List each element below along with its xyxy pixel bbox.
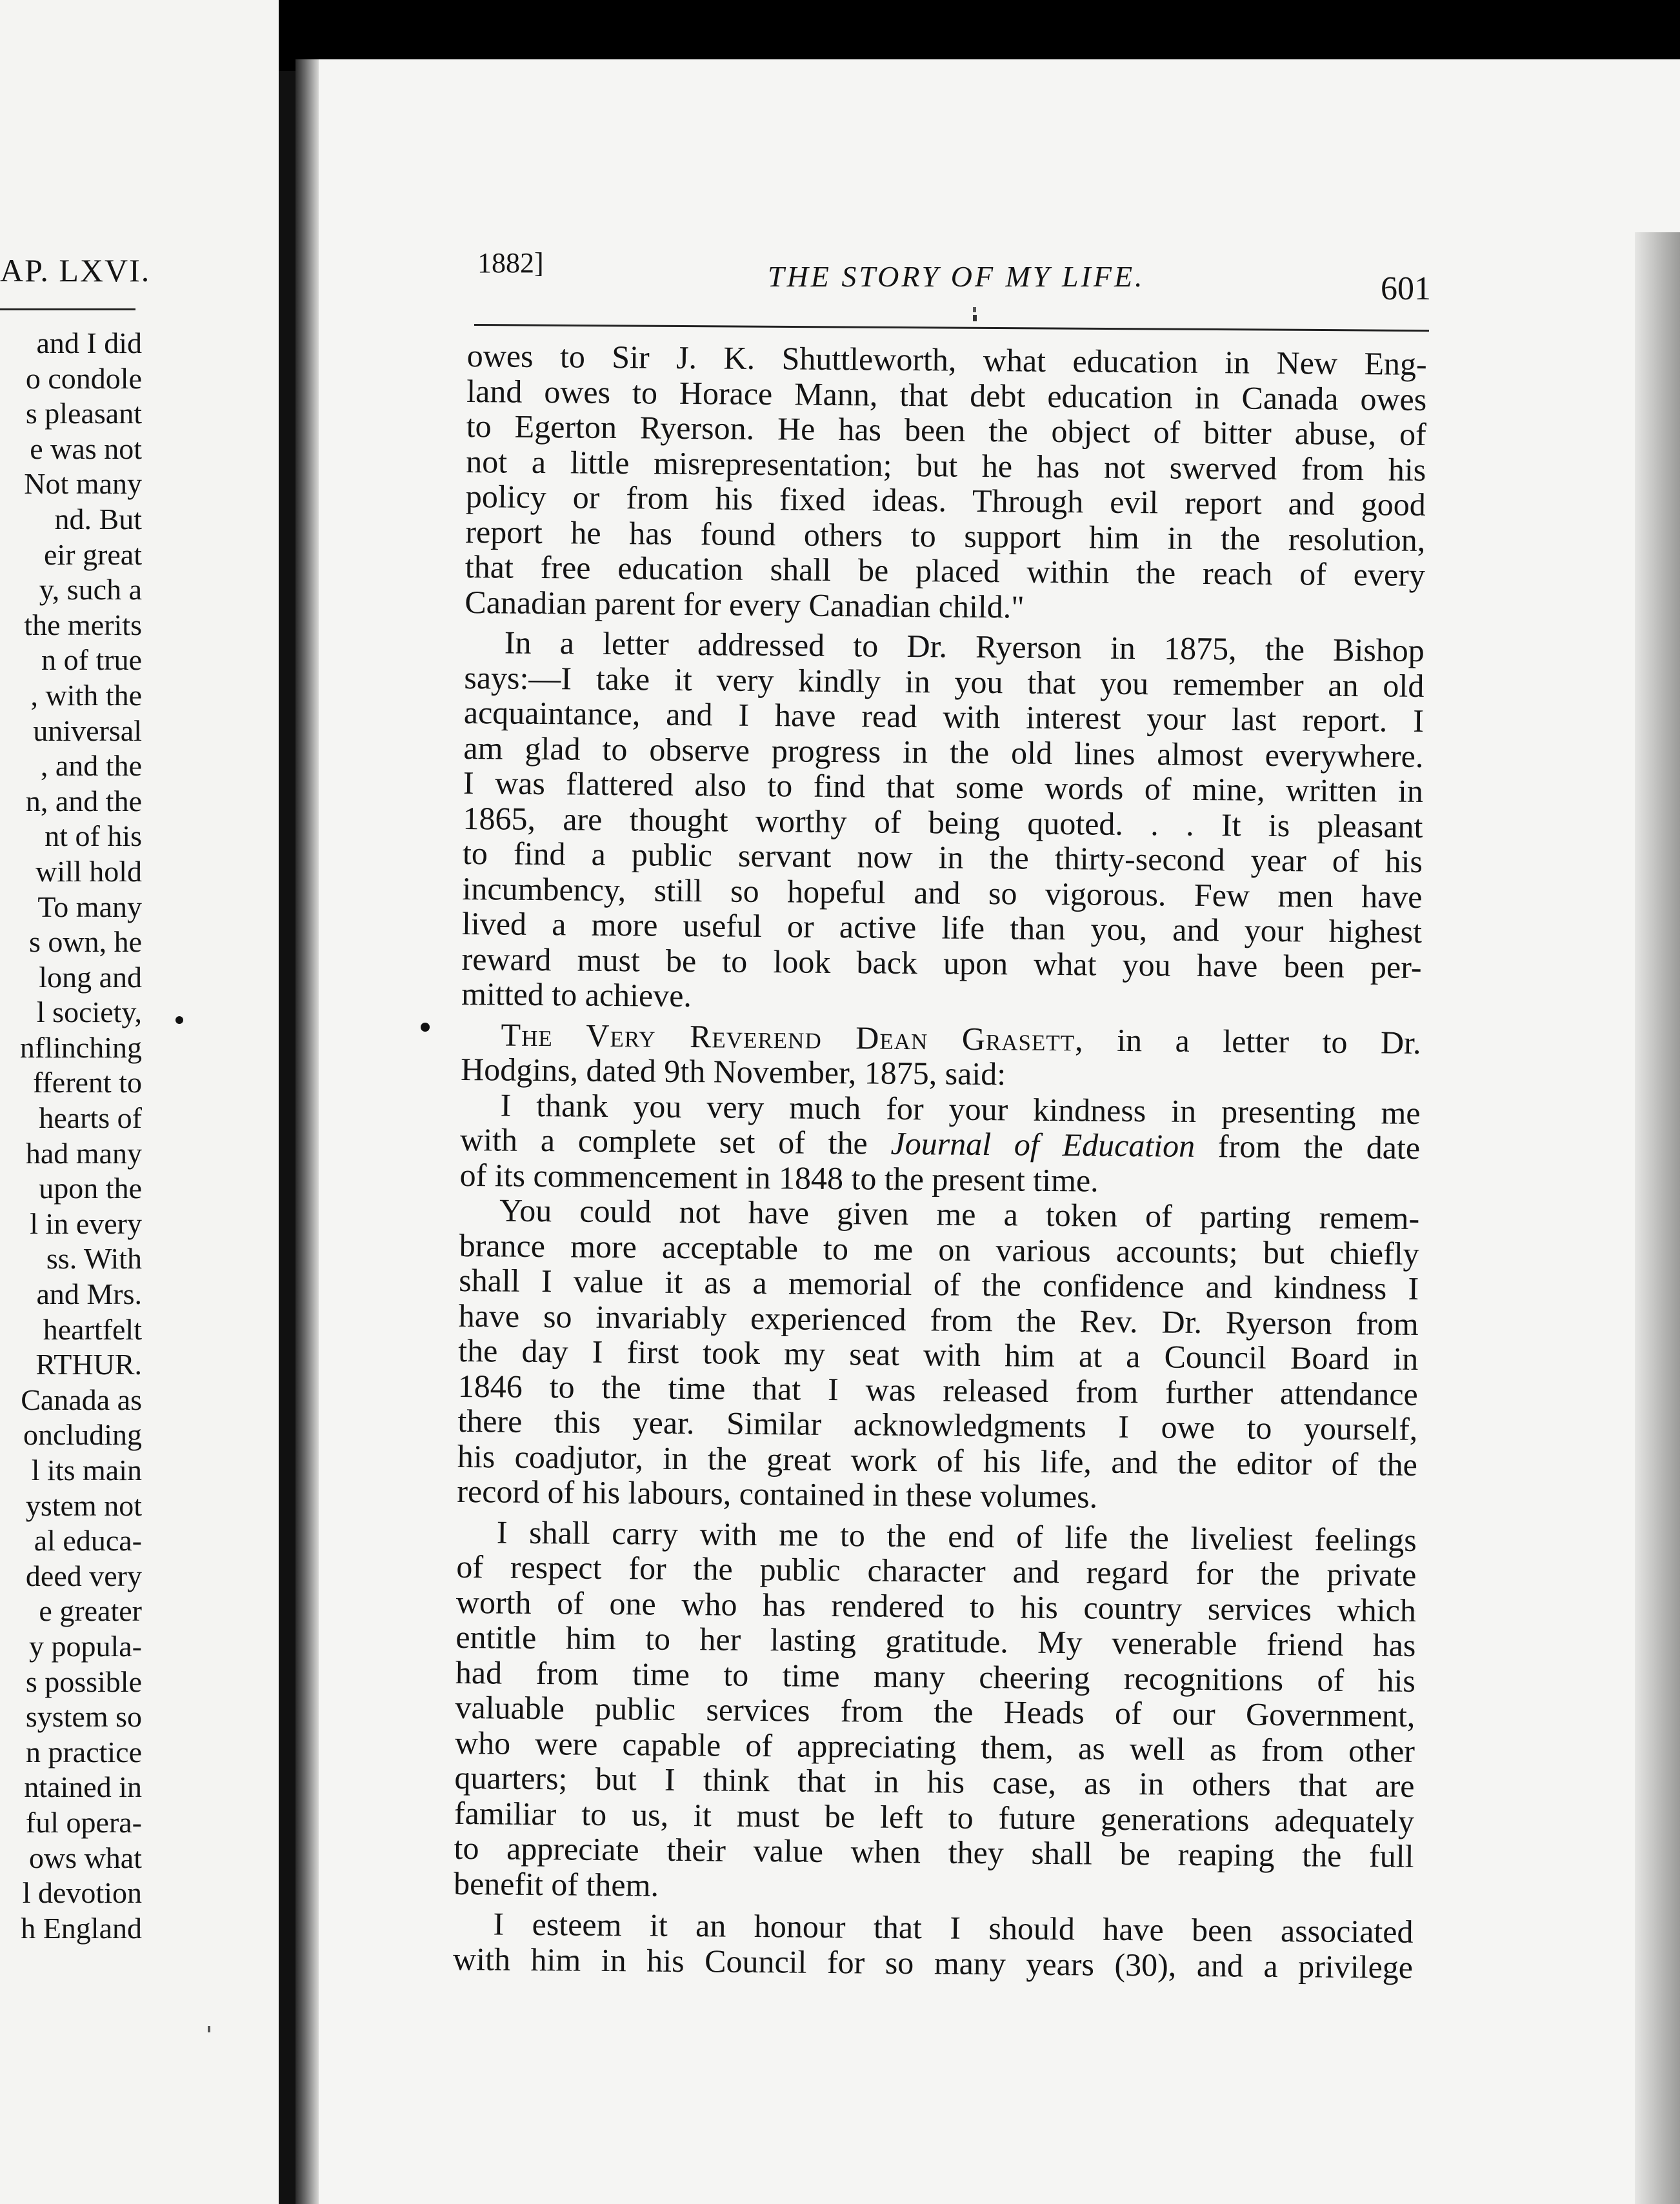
- paragraph-remembrance: [457, 1192, 1419, 1517]
- left-text-line: e was not: [30, 432, 142, 465]
- left-text-line: system so: [25, 1700, 142, 1734]
- paragraph-dean-grasett-intro: [461, 1016, 1421, 1095]
- text-line: have so invariably experienced from the Rev. Dr. Ryerson from: [458, 1297, 1419, 1342]
- left-page-text: [0, 326, 142, 1946]
- text-line: had from time to time many cheering recognitions of his: [455, 1654, 1416, 1699]
- text-line: worth of one who has rendered to his country services which: [455, 1583, 1417, 1628]
- journal-title: Journal of Education: [890, 1125, 1195, 1164]
- left-text-line: e greater: [39, 1594, 142, 1628]
- left-text-line: n, and the: [25, 784, 142, 817]
- text-line: shall I value it as a memorial of the confidence and kindness I: [459, 1261, 1419, 1307]
- left-text-line: ntained in: [24, 1770, 142, 1804]
- running-header-year: 1882]: [477, 247, 544, 279]
- text-line: report he has found others to support him in the resolution,: [465, 513, 1426, 558]
- text-line: Canadian parent for every Canadian child.": [465, 583, 1025, 625]
- left-text-line: hearts of: [39, 1101, 142, 1135]
- small-caps-name: The Very Reverend Dean Grasett,: [501, 1016, 1084, 1057]
- paragraph-bishop-letter: [461, 625, 1425, 1019]
- text-line: benefit of them.: [453, 1865, 659, 1903]
- text-line: quarters; but I think that in his case, as in others that are: [454, 1759, 1415, 1804]
- running-header-title: THE STORY OF MY LIFE.: [768, 260, 1145, 293]
- left-text-line: long and: [39, 960, 142, 994]
- left-text-line: nflinching: [19, 1030, 142, 1064]
- left-header-rule: [0, 308, 135, 310]
- left-text-line: To many: [37, 890, 142, 923]
- left-text-line: Canada as: [21, 1383, 142, 1416]
- text-line: says:—I take it very kindly in you that you remember an old: [464, 659, 1425, 704]
- left-text-line: will hold: [35, 854, 142, 888]
- text-line: You could not have given me a token of parting remem-: [499, 1192, 1420, 1236]
- left-text-line: l devotion: [22, 1876, 142, 1910]
- left-text-line: ows what: [28, 1841, 142, 1874]
- text-line: 1846 to the time that I was released from further attendance: [457, 1367, 1419, 1412]
- left-text-line: ss. With: [46, 1242, 142, 1276]
- left-text-line: y popula-: [28, 1629, 142, 1663]
- text-span: with a complete set of the: [459, 1121, 891, 1161]
- text-line: lived a more useful or active life than you, and your highest: [461, 905, 1423, 950]
- left-text-line: had many: [25, 1136, 142, 1170]
- print-speck: [973, 307, 976, 312]
- text-line: Hodgins, dated 9th November, 1875, said:: [460, 1050, 1006, 1092]
- left-text-line: l its main: [31, 1454, 142, 1487]
- left-text-line: nd. But: [54, 502, 142, 536]
- left-text-line: , with the: [30, 678, 142, 712]
- paragraph-thanks: [459, 1087, 1420, 1200]
- left-text-line: o condole: [25, 361, 142, 395]
- text-line: 1865, are thought worthy of being quoted. . . It is pleasant: [463, 799, 1423, 845]
- text-span: from the date: [1194, 1127, 1421, 1166]
- text-line: who were capable of appreciating them, as well as from other: [454, 1724, 1415, 1769]
- text-line: policy or from his fixed ideas. Through evil report and good: [465, 477, 1426, 523]
- text-line: of its commencement in 1848 to the present time.: [459, 1156, 1099, 1199]
- page-fold-shadow: [295, 59, 319, 2204]
- text-line: to find a public servant now in the thirty-second year of his: [462, 834, 1423, 879]
- left-text-line: heartfelt: [43, 1312, 142, 1346]
- text-line: brance more acceptable to me on various accounts; but chiefly: [459, 1227, 1419, 1272]
- text-line: familiar to us, it must be left to future generations adequately: [454, 1794, 1415, 1839]
- left-text-line: nt of his: [45, 819, 142, 853]
- left-text-line: universal: [33, 714, 142, 747]
- left-page: [0, 0, 279, 2204]
- text-line: of respect for the public character and regard for the private: [456, 1548, 1417, 1593]
- left-text-line: s own, he: [28, 925, 142, 959]
- left-text-line: , and the: [40, 749, 142, 783]
- left-text-line: eir great: [44, 537, 142, 571]
- left-text-line: oncluding: [23, 1418, 142, 1452]
- left-text-line: al educa-: [34, 1524, 142, 1558]
- left-text-line: Not many: [24, 467, 142, 501]
- left-text-line: ful opera-: [25, 1805, 142, 1839]
- paragraph-quote-continuation: [465, 338, 1427, 628]
- paragraph-honour: [453, 1906, 1414, 1985]
- left-text-line: the merits: [24, 608, 142, 641]
- text-line: record of his labours, contained in these volumes.: [457, 1472, 1098, 1515]
- text-line: to Egerton Ryerson. He has been the object of bitter abuse, of: [466, 407, 1427, 452]
- print-speck: [208, 2026, 210, 2032]
- text-line: acquaintance, and I have read with interest your last report. I: [463, 694, 1425, 739]
- left-text-line: l society,: [36, 996, 142, 1029]
- left-text-line: and Mrs.: [36, 1277, 142, 1311]
- text-line: with him in his Council for so many years (30), and a privilege: [452, 1940, 1414, 1985]
- text-line: I thank you very much for your kindness in presenting me: [500, 1086, 1421, 1131]
- page-body: [453, 338, 1427, 1985]
- left-margin-mark: [175, 1016, 183, 1024]
- text-line: land owes to Horace Mann, that debt education in Canada owes: [466, 372, 1427, 417]
- left-text-line: n of true: [41, 643, 142, 677]
- text-line: mitted to achieve.: [461, 975, 692, 1014]
- text-line: that free education shall be placed within the reach of every: [465, 548, 1426, 593]
- page-number: 601: [1381, 270, 1431, 307]
- text-line: reward must be to look back upon what you have been per-: [461, 940, 1422, 985]
- left-text-line: ystem not: [25, 1488, 142, 1522]
- text-line: the day I first took my seat with him at a Council Board in: [458, 1332, 1419, 1377]
- text-line: owes to Sir J. K. Shuttleworth, what education in New Eng-: [466, 337, 1427, 382]
- text-line: In a letter addressed to Dr. Ryerson in 1875, the Bishop: [504, 624, 1425, 668]
- text-line: I shall carry with me to the end of life the liveliest feelings: [496, 1513, 1417, 1558]
- header-rule-mark: [973, 315, 977, 321]
- text-line: there this year. Similar acknowledgments I owe to yourself,: [457, 1402, 1418, 1447]
- left-text-line: deed very: [25, 1559, 142, 1592]
- text-line: I was flattered also to find that some words of mine, written in: [463, 764, 1424, 809]
- paragraph-respect: [454, 1514, 1417, 1908]
- text-line: valuable public services from the Heads of our Government,: [455, 1688, 1415, 1734]
- left-text-line: n practice: [25, 1735, 142, 1768]
- left-text-line: RTHUR.: [35, 1348, 142, 1381]
- left-text-line: s pleasant: [25, 397, 142, 430]
- text-line: his coadjutor, in the great work of his life, and the editor of the: [457, 1438, 1418, 1483]
- paragraph-margin-mark: [421, 1023, 430, 1032]
- text-line: to appreciate their value when they shall be reaping the full: [454, 1829, 1414, 1874]
- left-text-line: fferent to: [32, 1066, 142, 1099]
- left-text-line: upon the: [39, 1172, 142, 1205]
- left-text-line: h England: [21, 1911, 142, 1945]
- left-text-line: y, such a: [39, 573, 142, 606]
- text-line: I esteem it an honour that I should have been associated: [493, 1905, 1414, 1950]
- left-text-line: and I did: [36, 326, 142, 359]
- text-line: not a little misrepresentation; but he has not swerved from his: [466, 443, 1426, 488]
- left-text-line: l in every: [30, 1207, 142, 1240]
- left-text-line: s possible: [25, 1665, 142, 1698]
- text-span: in a letter to Dr.: [1083, 1021, 1421, 1061]
- text-line: incumbency, still so hopeful and so vigorous. Few men have: [462, 870, 1423, 915]
- left-running-header: AP. LXVI.: [0, 252, 151, 288]
- text-line: entitle him to her lasting gratitude. My venerable friend has: [455, 1618, 1416, 1663]
- page-stack-edge: [1635, 232, 1680, 2204]
- text-line: am glad to observe progress in the old lines almost everywhere.: [463, 729, 1424, 774]
